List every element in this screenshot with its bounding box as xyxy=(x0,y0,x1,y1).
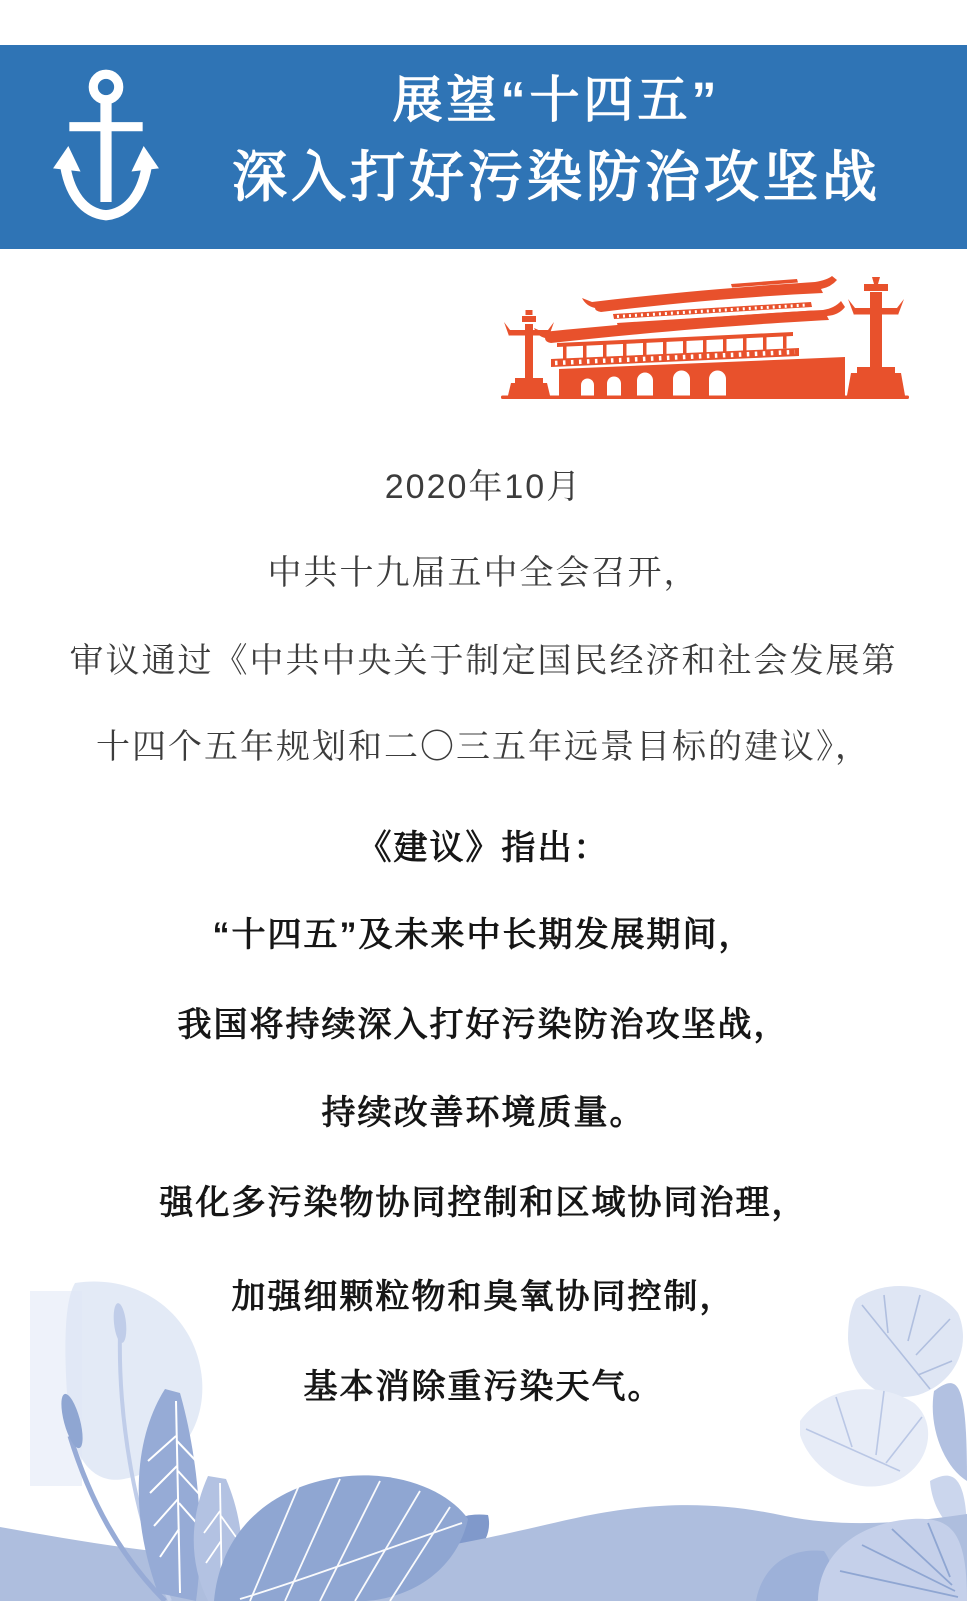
poster-title-line2: 深入打好污染防治攻坚战 xyxy=(231,146,881,208)
poster-title xyxy=(168,65,945,219)
body-text-line: 2020年10月 xyxy=(384,468,583,506)
body-text-line: 强化多污染物协同控制和区域协同治理， xyxy=(159,1184,808,1222)
body-text-line: 我国将持续深入打好污染防治攻坚战， xyxy=(177,1006,790,1044)
body-text-line: 基本消除重污染天气。 xyxy=(303,1368,664,1406)
poster-title-line1: 展望“十四五” xyxy=(392,72,721,128)
body-text-line: 十四个五年规划和二〇三五年远景目标的建议》， xyxy=(96,728,871,766)
right-huabiao-column xyxy=(847,277,905,396)
tiananmen-gate-illustration xyxy=(495,276,915,408)
body-text-line: 《建议》指出： xyxy=(357,829,610,867)
left-huabiao-column xyxy=(504,310,554,396)
anchor-icon xyxy=(50,59,162,231)
body-text-line: “十四五”及未来中长期发展期间， xyxy=(212,916,755,954)
body-text-line: 中共十九届五中全会召开， xyxy=(267,554,700,592)
footer-leaves-decoration xyxy=(0,1271,967,1601)
header-banner xyxy=(0,45,967,249)
ground-line xyxy=(501,396,909,400)
body-text-line: 持续改善环境质量。 xyxy=(321,1094,646,1132)
body-text-line: 加强细颗粒物和臭氧协同控制， xyxy=(231,1278,736,1316)
body-text-line: 审议通过《中共中央关于制定国民经济和社会发展第 xyxy=(69,642,898,680)
right-leaves xyxy=(800,1286,967,1537)
